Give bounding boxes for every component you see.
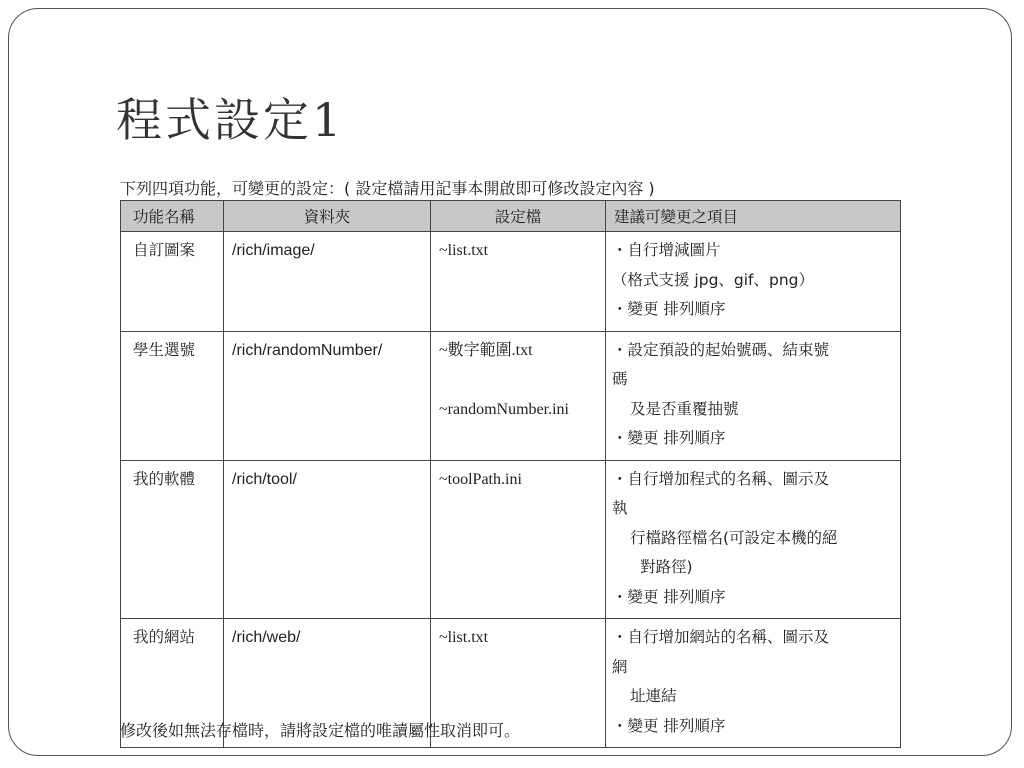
config-file-cell: [431, 232, 606, 332]
intro-text: 下列四項功能，可變更的設定：( 設定檔請用記事本開啟即可修改設定內容 ): [120, 179, 655, 198]
recommendation-item: 執: [612, 499, 628, 517]
recommendation-cell: [606, 619, 901, 748]
feature-name: 我的網站: [121, 619, 224, 748]
recommendation-item: ・變更 排列順序: [612, 429, 726, 447]
config-file-cell: [431, 331, 606, 460]
recommendation-item: ・設定預設的起始號碼、結束號: [612, 340, 830, 359]
feature-name: 我的軟體: [121, 460, 224, 619]
slide-title: 程式設定1: [116, 93, 345, 147]
header-feature: 功能名稱: [121, 201, 224, 232]
config-file-cell: [431, 460, 606, 619]
header-recommendations: 建議可變更之項目: [606, 201, 901, 232]
config-file: ~toolPath.ini: [439, 470, 522, 488]
table-row: [121, 331, 901, 460]
table-row: [121, 232, 901, 332]
table-row: [121, 460, 901, 619]
footer-note: 修改後如無法存檔時，請將設定檔的唯讀屬性取消即可。: [120, 721, 521, 740]
recommendation-item: 址連結: [630, 687, 677, 705]
recommendation-item: 對路徑): [640, 558, 693, 576]
config-file-spacer: [439, 365, 597, 395]
folder-path: /rich/web/: [224, 619, 431, 748]
recommendation-item: （格式支援 jpg、gif、png）: [612, 270, 815, 289]
recommendation-cell: [606, 232, 901, 332]
folder-path: /rich/image/: [224, 232, 431, 332]
folder-path: /rich/randomNumber/: [224, 331, 431, 460]
recommendation-item: ・變更 排列順序: [612, 300, 726, 318]
recommendation-cell: [606, 331, 901, 460]
folder-path: /rich/tool/: [224, 460, 431, 619]
config-file: ~randomNumber.ini: [439, 400, 569, 418]
recommendation-item: ・自行增減圖片: [612, 241, 721, 259]
recommendation-item: 及是否重覆抽號: [630, 399, 739, 418]
recommendation-item: 行檔路徑檔名(可設定本機的絕: [630, 528, 838, 547]
recommendation-item: ・自行增加程式的名稱、圖示及: [612, 469, 830, 488]
recommendation-item: 網: [612, 657, 628, 676]
feature-name: 學生選號: [121, 331, 224, 460]
settings-table: [120, 200, 901, 748]
feature-name: 自訂圖案: [121, 232, 224, 332]
config-file: ~list.txt: [439, 629, 489, 646]
recommendation-cell: [606, 460, 901, 619]
recommendation-item: ・自行增加網站的名稱、圖示及: [612, 628, 830, 646]
config-file: ~list.txt: [439, 242, 489, 259]
header-folder: 資料夾: [224, 201, 431, 232]
recommendation-item: 碼: [612, 370, 628, 388]
recommendation-item: ・變更 排列順序: [612, 716, 726, 735]
recommendation-item: ・變更 排列順序: [612, 587, 726, 606]
config-file: ~數字範圍.txt: [439, 341, 533, 359]
header-config-file: 設定檔: [431, 201, 606, 232]
table-header-row: [121, 201, 901, 232]
